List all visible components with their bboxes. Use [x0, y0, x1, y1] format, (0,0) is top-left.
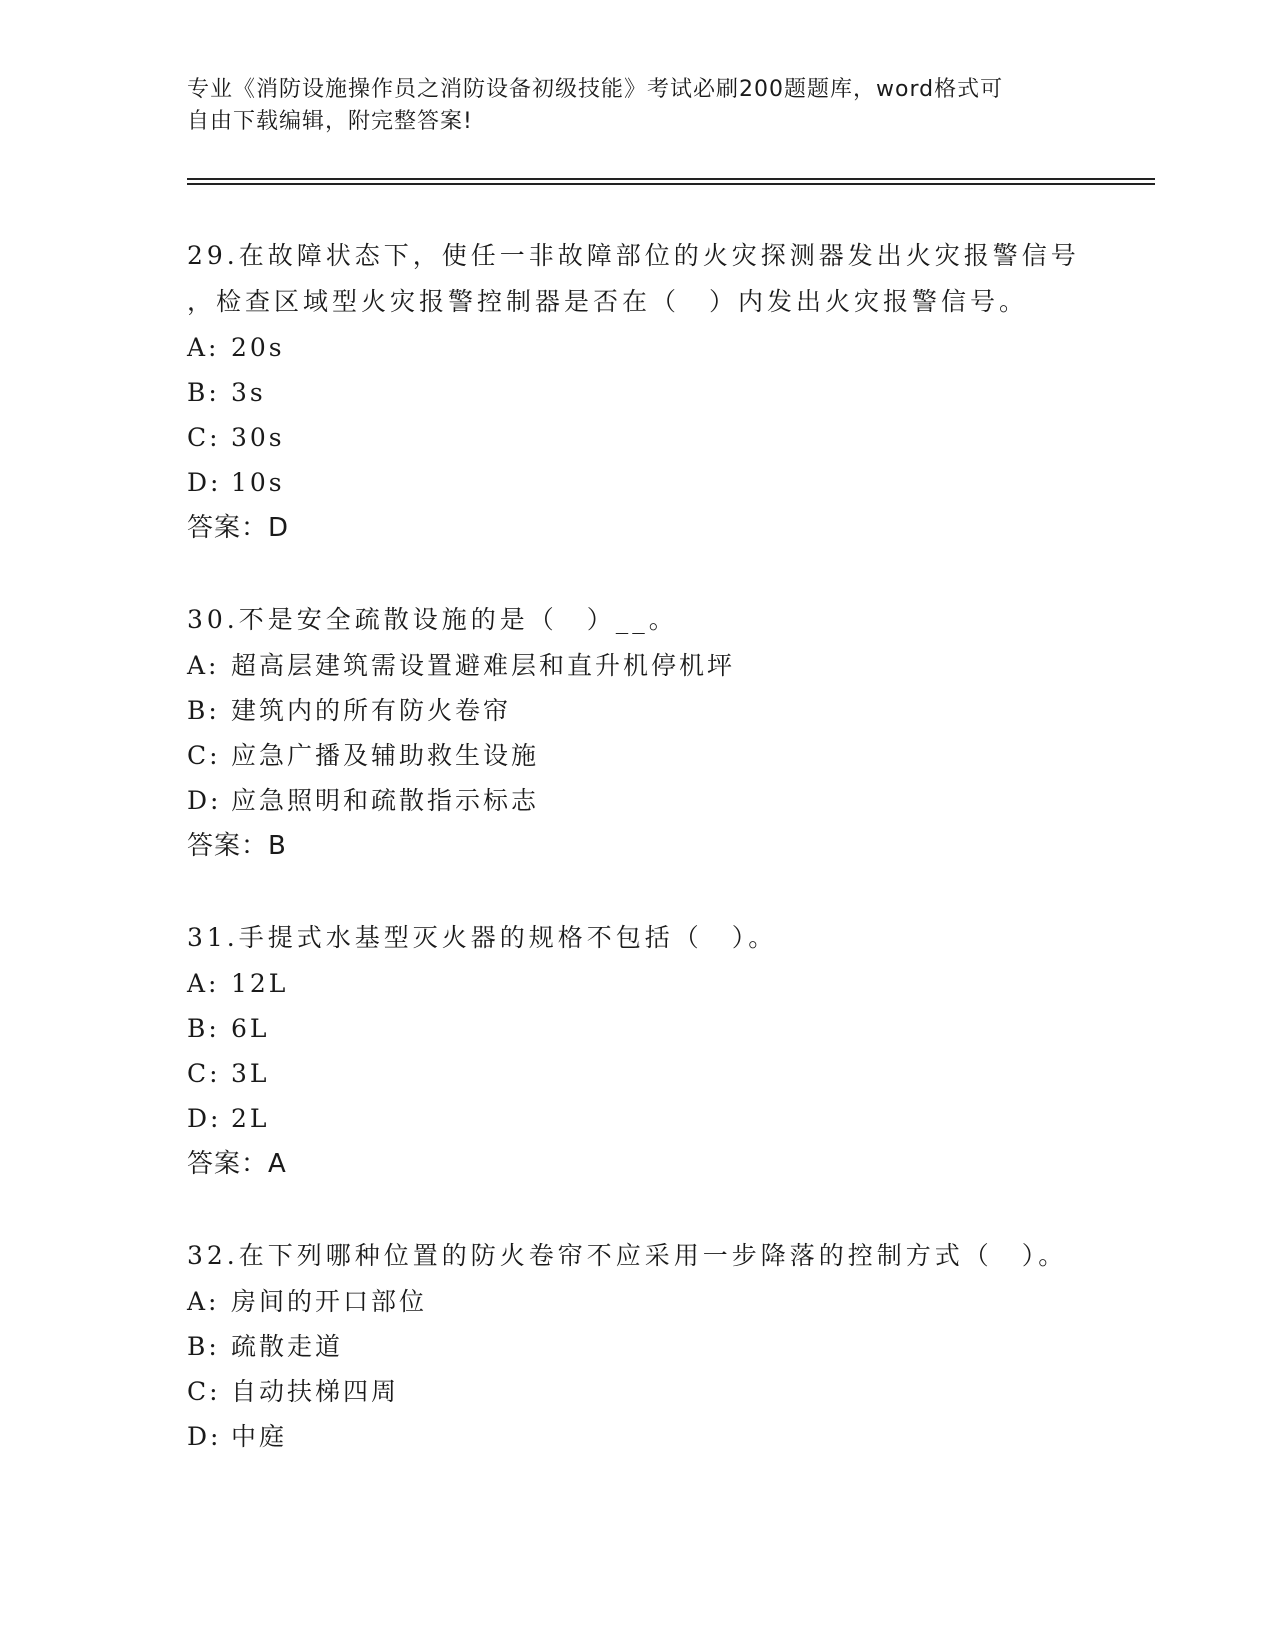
option-c: [187, 415, 1087, 460]
option-label: C:: [187, 741, 221, 770]
question-31: [187, 915, 1087, 1187]
option-label: A:: [187, 651, 220, 680]
question-stem-continued: ，检查区域型火灾报警控制器是否在（ ）内发出火灾报警信号。: [187, 287, 1029, 316]
option-label: A:: [187, 333, 220, 362]
option-label: D:: [187, 468, 222, 497]
question-32: [187, 1233, 1087, 1459]
option-label: B:: [187, 1332, 220, 1361]
option-text: 6L: [231, 1014, 270, 1043]
option-d: [187, 778, 1087, 823]
option-a: [187, 643, 1087, 688]
option-text: 疏散走道: [231, 1332, 344, 1361]
question-stem: 31.手提式水基型灭火器的规格不包括（ ）。: [187, 923, 778, 952]
option-b: [187, 688, 1087, 733]
option-label: B:: [187, 1014, 220, 1043]
option-text: 建筑内的所有防火卷帘: [231, 696, 512, 725]
option-text: 30s: [231, 423, 285, 452]
option-label: D:: [187, 1104, 222, 1133]
option-text: 房间的开口部位: [231, 1287, 428, 1316]
option-d: [187, 1414, 1087, 1459]
question-stem: 30.不是安全疏散设施的是（ ）__。: [187, 605, 678, 634]
option-label: C:: [187, 1377, 221, 1406]
option-text: 12L: [231, 969, 289, 998]
option-label: B:: [187, 378, 220, 407]
document-header: [187, 74, 1087, 138]
header-divider-top: [187, 178, 1155, 180]
option-label: B:: [187, 696, 220, 725]
option-b: [187, 1006, 1087, 1051]
option-text: 3L: [231, 1059, 270, 1088]
option-text: 应急照明和疏散指示标志: [231, 786, 540, 815]
option-label: C:: [187, 423, 221, 452]
option-c: [187, 1369, 1087, 1414]
option-c: [187, 733, 1087, 778]
option-label: A:: [187, 1287, 220, 1316]
option-label: C:: [187, 1059, 221, 1088]
option-b: [187, 1324, 1087, 1369]
answer-line: 答案：B: [187, 831, 287, 861]
option-b: [187, 370, 1087, 415]
option-a: [187, 325, 1087, 370]
question-stem: 32.在下列哪种位置的防火卷帘不应采用一步降落的控制方式（ ）。: [187, 1241, 1068, 1270]
option-d: [187, 1096, 1087, 1141]
answer-line: 答案：A: [187, 1149, 287, 1179]
header-divider-bottom: [187, 183, 1155, 185]
header-line-2: 自由下载编辑，附完整答案!: [187, 109, 473, 134]
option-label: D:: [187, 786, 222, 815]
option-text: 应急广播及辅助救生设施: [231, 741, 540, 770]
option-text: 10s: [231, 468, 285, 497]
option-d: [187, 460, 1087, 505]
question-stem: 29.在故障状态下，使任一非故障部位的火灾探测器发出火灾报警信号: [187, 241, 1080, 270]
option-text: 超高层建筑需设置避难层和直升机停机坪: [231, 651, 736, 680]
option-a: [187, 1279, 1087, 1324]
header-line-1: 专业《消防设施操作员之消防设备初级技能》考试必刷200题题库，word格式可: [187, 77, 1004, 102]
option-label: A:: [187, 969, 220, 998]
option-text: 3s: [231, 378, 266, 407]
option-text: 中庭: [231, 1422, 288, 1451]
question-list: [187, 233, 1087, 1505]
option-text: 自动扶梯四周: [231, 1377, 400, 1406]
question-29: [187, 233, 1087, 551]
question-30: [187, 597, 1087, 869]
option-c: [187, 1051, 1087, 1096]
option-text: 2L: [231, 1104, 270, 1133]
answer-line: 答案：D: [187, 513, 290, 543]
option-label: D:: [187, 1422, 222, 1451]
option-a: [187, 961, 1087, 1006]
option-text: 20s: [231, 333, 285, 362]
